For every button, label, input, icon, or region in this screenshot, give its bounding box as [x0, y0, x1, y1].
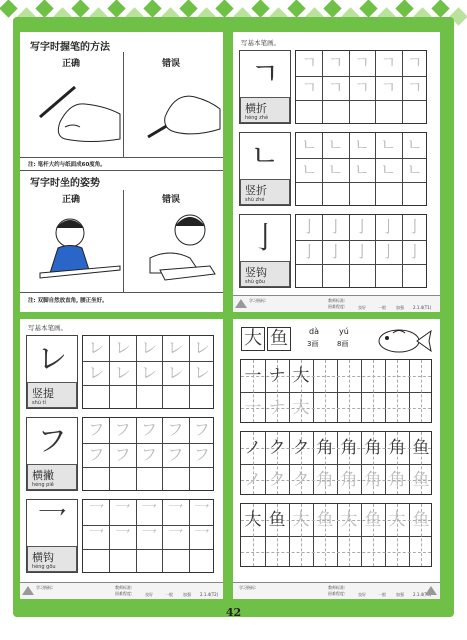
divider-vertical-2: [123, 190, 124, 292]
instruction-text: 写基本笔画。: [241, 39, 280, 47]
trace-glyph: フ: [193, 420, 210, 439]
model-character: ク: [268, 438, 286, 458]
trace-glyph: ㄱ: [407, 53, 423, 72]
stroke-pinyin: shù zhé: [245, 197, 265, 203]
trace-glyph: フ: [193, 444, 210, 464]
stroke-pinyin: shù gōu: [245, 279, 265, 285]
grid-line: [296, 264, 426, 265]
char-box-1: [241, 327, 265, 351]
trace-glyph: 亅: [301, 241, 318, 261]
model-character: 大: [244, 510, 262, 530]
trace-character: 大: [292, 398, 310, 418]
guide-line: [241, 552, 431, 553]
trace-glyph: ㄱ: [354, 53, 370, 72]
diamond-decoration: [215, 0, 233, 18]
trace-glyph: 乛: [114, 502, 131, 521]
trace-glyph: ㄱ: [327, 53, 344, 72]
trace-glyph: レ: [167, 338, 184, 357]
boy-wrong-posture-illustration: [130, 208, 222, 290]
footer-objective: 学习指标:: [239, 585, 257, 590]
diamond-decoration: [287, 0, 305, 18]
footer-bar: [233, 295, 440, 312]
practice-grid[interactable]: [295, 50, 427, 124]
guide-line: [421, 360, 422, 422]
model-character: ノ: [244, 438, 262, 458]
trace-glyph: 乛: [140, 526, 157, 546]
footer-level-3: 加强: [183, 592, 191, 597]
stroke-practice-row: [26, 335, 216, 409]
strokes-panel-2: [20, 319, 223, 599]
stroke-practice-row: [239, 50, 429, 124]
trace-character: ク: [292, 470, 310, 490]
footer-level-1: 良好: [358, 592, 366, 597]
model-character: 大: [292, 510, 310, 530]
trace-glyph: ㄴ: [380, 135, 397, 154]
model-character: 角: [316, 438, 334, 458]
stroke-name-box: [240, 179, 290, 205]
footer-code: 2.1.4(T1): [413, 305, 432, 310]
trace-glyph: ㄴ: [327, 159, 344, 179]
footer-bar: [233, 582, 440, 599]
stroke-sample-glyph: 乛: [37, 506, 67, 541]
divider-vertical-1: [123, 52, 124, 157]
trace-glyph: ㄴ: [301, 135, 317, 154]
model-character: 鱼: [412, 438, 430, 458]
diamond-decoration: [143, 0, 161, 18]
footer-rating: 困难程度:: [328, 304, 346, 309]
trace-glyph: レ: [193, 362, 210, 382]
trace-glyph: ㄱ: [301, 77, 317, 97]
guide-line: [325, 360, 326, 422]
trace-character: 角: [316, 470, 334, 490]
trace-glyph: ㄴ: [301, 159, 317, 179]
trace-glyph: 乛: [167, 502, 184, 521]
stroke-pinyin: héng piě: [32, 482, 54, 488]
diamond-decoration: [251, 0, 269, 18]
trace-glyph: ㄱ: [380, 53, 397, 72]
trace-glyph: レ: [88, 362, 105, 382]
stroke-sample-glyph: レ: [37, 342, 67, 377]
trace-glyph: レ: [193, 338, 210, 357]
character-practice-grid[interactable]: [240, 431, 432, 495]
model-character: 鱼: [412, 510, 430, 530]
divider-h-2: [20, 170, 223, 171]
stroke-name: 横折: [245, 102, 267, 115]
trace-glyph: 亅: [380, 217, 397, 236]
grid-line: [313, 360, 314, 422]
footer-code: 2.1.4(T2): [200, 592, 219, 597]
model-character: 鱼: [268, 510, 286, 530]
footer-teacher: 教师标准:: [115, 585, 133, 590]
footer-bar: [20, 582, 223, 599]
posture-note: 注: 双脚自然放直角, 腰正坐好。: [28, 298, 108, 304]
divider-h-1: [20, 157, 223, 158]
stroke-name-box: [27, 464, 77, 490]
trace-glyph: 乛: [114, 526, 131, 546]
diamond-decoration: [431, 0, 449, 18]
trace-glyph: フ: [88, 420, 105, 439]
fish-icon: [373, 325, 433, 355]
stroke-name: 横钩: [32, 551, 54, 564]
model-character: 角: [340, 438, 358, 458]
footer-objective: 学习指标:: [36, 585, 54, 590]
trace-glyph: フ: [88, 444, 105, 464]
stroke-count-yu: 8画: [337, 340, 349, 348]
trace-glyph: ㄴ: [380, 159, 397, 179]
stroke-name: 竖折: [245, 184, 267, 197]
correct-label: 正确: [62, 59, 81, 69]
footer-rating: 困难程度:: [115, 591, 133, 596]
trace-glyph: ㄴ: [407, 135, 423, 154]
warning-triangle-icon: [235, 299, 247, 308]
instruction-text: 写基本笔画。: [28, 324, 67, 332]
stroke-sample-glyph: ㄴ: [250, 139, 280, 174]
trace-glyph: 乛: [193, 526, 210, 546]
diamond-decoration: [323, 0, 341, 18]
grid-line: [296, 182, 426, 183]
stroke-sample-box: [239, 214, 291, 288]
grid-line: [385, 360, 386, 422]
stroke-sample-glyph: フ: [37, 424, 67, 459]
trace-glyph: レ: [167, 362, 184, 382]
stroke-sample-box: [239, 50, 291, 124]
trace-glyph: 亅: [406, 241, 423, 261]
stroke-sample-glyph: 亅: [250, 221, 280, 256]
trace-glyph: ㄱ: [354, 77, 370, 97]
trace-character: ノ: [244, 470, 262, 490]
stroke-sample-glyph: ㄱ: [250, 57, 280, 92]
grip-note: 注: 笔杆大约与纸面成60度角。: [28, 162, 106, 168]
diamond-decoration: [395, 0, 413, 18]
stroke-practice-row: [239, 214, 429, 288]
character-practice-grid[interactable]: [240, 359, 432, 423]
warning-triangle-icon: [22, 586, 34, 595]
footer-level-3: 加强: [396, 305, 404, 310]
trace-glyph: レ: [88, 338, 105, 357]
footer-level-2: 一般: [378, 592, 386, 597]
practice-grid[interactable]: [295, 132, 427, 206]
footer-level-1: 良好: [358, 305, 366, 310]
stroke-pinyin: shù tí: [32, 400, 46, 406]
stroke-practice-row: [26, 499, 216, 573]
trace-glyph: 乛: [193, 502, 210, 521]
trace-glyph: レ: [140, 362, 157, 382]
trace-glyph: ㄴ: [407, 159, 423, 179]
strokes-panel-1: [233, 32, 440, 312]
stroke-name-box: [240, 261, 290, 287]
pen-grip-title: 写字时握笔的方法: [30, 42, 110, 53]
trace-glyph: 乛: [88, 502, 105, 521]
trace-character: 一: [244, 398, 262, 418]
hand-wrong-illustration: [130, 77, 222, 157]
model-character: 鱼: [364, 510, 382, 530]
correct-label-2: 正确: [62, 195, 81, 205]
stroke-sample-box: [26, 335, 78, 409]
grid-line: [83, 385, 213, 386]
trace-glyph: フ: [167, 420, 184, 439]
trace-glyph: 亅: [327, 217, 344, 236]
grid-line: [409, 360, 410, 422]
trace-character: 鱼: [412, 470, 430, 490]
trace-glyph: ㄱ: [301, 53, 317, 72]
footer-teacher: 教师标准:: [328, 298, 346, 303]
boy-correct-posture-illustration: [30, 208, 122, 290]
posture-panel: [20, 32, 223, 312]
stroke-name-box: [27, 546, 77, 572]
grid-line: [83, 467, 213, 468]
trace-glyph: フ: [140, 444, 157, 464]
trace-glyph: ㄱ: [380, 77, 397, 97]
stroke-name: 横撇: [32, 469, 54, 482]
stroke-count-da: 3画: [307, 340, 319, 348]
sitting-posture-title: 写字时坐的姿势: [30, 178, 100, 189]
footer-level-3: 加强: [396, 592, 404, 597]
diamond-decoration: [0, 0, 18, 18]
model-character: ナ: [268, 366, 286, 386]
trace-glyph: 亅: [380, 241, 397, 261]
stroke-name-box: [240, 97, 290, 123]
practice-grid[interactable]: [295, 214, 427, 288]
grid-line: [296, 100, 426, 101]
stroke-practice-row: [26, 417, 216, 491]
footer-level-2: 一般: [165, 592, 173, 597]
footer-level-1: 良好: [145, 592, 153, 597]
trace-character: ク: [268, 470, 286, 490]
diamond-decoration: [359, 0, 377, 18]
grid-line: [83, 549, 213, 550]
diamond-decoration: [107, 0, 125, 18]
divider-h-3: [20, 292, 223, 293]
grid-line: [337, 360, 338, 422]
trace-glyph: ㄴ: [327, 135, 344, 154]
trace-glyph: 亅: [406, 217, 423, 236]
stroke-pinyin: héng zhé: [245, 115, 269, 121]
characters-panel: [233, 319, 440, 599]
pinyin-da: dà: [309, 327, 319, 336]
pinyin-yu: yú: [339, 327, 349, 336]
trace-glyph: レ: [114, 338, 131, 357]
trace-character: 角: [340, 470, 358, 490]
model-character: 大: [292, 366, 310, 386]
footer-level-2: 一般: [378, 305, 386, 310]
trace-glyph: フ: [140, 420, 157, 439]
stroke-practice-row: [239, 132, 429, 206]
trace-glyph: ㄴ: [354, 159, 370, 179]
char-box-2: [267, 327, 291, 351]
warning-triangle-icon: [425, 586, 437, 595]
trace-glyph: フ: [167, 444, 184, 464]
stroke-name: 竖钩: [245, 266, 267, 279]
guide-line: [349, 360, 350, 422]
model-character: 角: [388, 438, 406, 458]
trace-glyph: フ: [114, 444, 131, 464]
stroke-name-box: [27, 382, 77, 408]
stroke-sample-box: [26, 417, 78, 491]
hand-correct-illustration: [30, 77, 122, 157]
character-practice-grid[interactable]: [240, 503, 432, 567]
page-number: 42: [225, 606, 242, 619]
stroke-sample-box: [26, 499, 78, 573]
guide-line: [373, 360, 374, 422]
footer-teacher: 教师标准:: [328, 585, 346, 590]
stroke-name: 竖提: [32, 387, 54, 400]
model-character: 角: [364, 438, 382, 458]
wrong-label-2: 错误: [162, 195, 181, 205]
model-character: 鱼: [316, 510, 334, 530]
trace-glyph: 亅: [327, 241, 344, 261]
model-character: 大: [340, 510, 358, 530]
trace-glyph: ㄱ: [327, 77, 344, 97]
practice-grid[interactable]: [82, 417, 214, 491]
trace-character: 角: [388, 470, 406, 490]
trace-glyph: 亅: [353, 241, 370, 261]
practice-grid[interactable]: [82, 335, 214, 409]
guide-line: [397, 360, 398, 422]
trace-glyph: 乛: [167, 526, 184, 546]
trace-glyph: レ: [114, 362, 131, 382]
trace-character: ナ: [268, 398, 286, 418]
trace-glyph: 乛: [88, 526, 105, 546]
trace-glyph: 亅: [301, 217, 318, 236]
trace-character: 角: [364, 470, 382, 490]
grid-line: [361, 360, 362, 422]
footer-objective: 学习指标:: [249, 298, 267, 303]
trace-glyph: フ: [114, 420, 131, 439]
grid-line: [241, 536, 431, 537]
footer-code: 2.1.4(T3): [413, 592, 432, 597]
diamond-decoration: [71, 0, 89, 18]
practice-grid[interactable]: [82, 499, 214, 573]
trace-glyph: ㄱ: [407, 77, 423, 97]
stroke-pinyin: héng gōu: [32, 564, 56, 570]
model-character: ク: [292, 438, 310, 458]
stroke-sample-box: [239, 132, 291, 206]
char-big-da: 大: [244, 328, 262, 349]
trace-glyph: 乛: [140, 502, 157, 521]
trace-glyph: ㄴ: [354, 135, 370, 154]
trace-glyph: 亅: [353, 217, 370, 236]
footer-rating: 困难程度:: [328, 591, 346, 596]
diamond-decoration: [35, 0, 53, 18]
trace-glyph: レ: [140, 338, 157, 357]
model-character: 大: [388, 510, 406, 530]
char-big-yu: 鱼: [270, 328, 288, 349]
diamond-decoration: [179, 0, 197, 18]
model-character: 一: [244, 366, 262, 386]
wrong-label: 错误: [162, 59, 181, 69]
